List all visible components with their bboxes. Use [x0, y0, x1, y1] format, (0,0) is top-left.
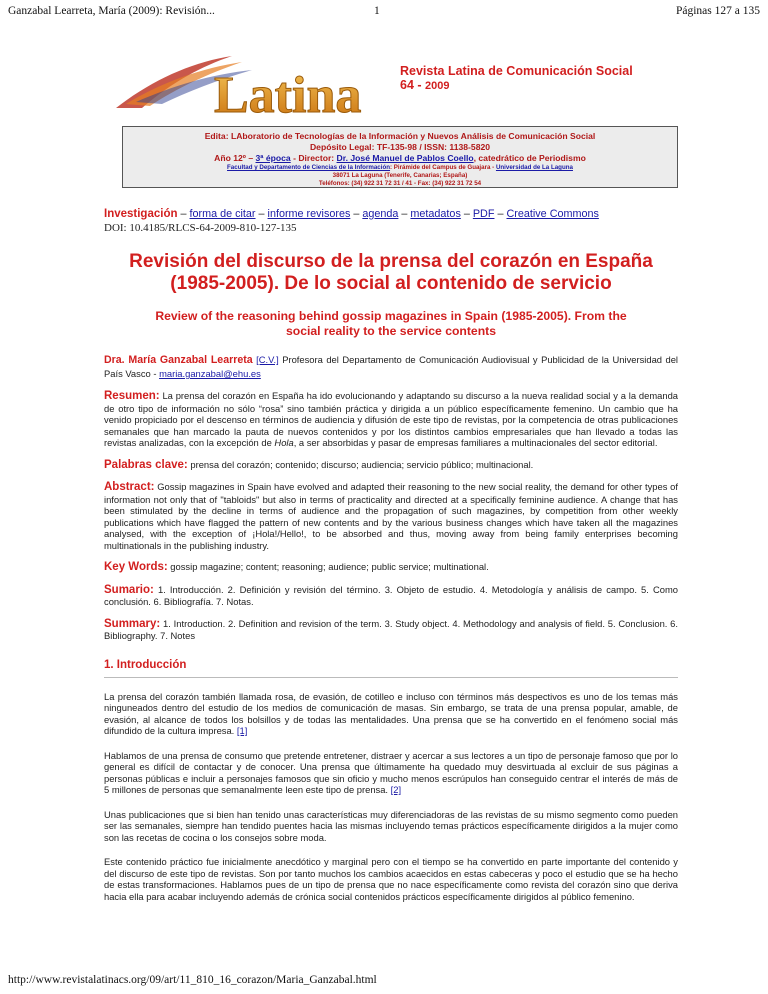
masthead	[104, 50, 678, 122]
resumen: Resumen: La prensa del corazón en España ha ido evolucionando y adaptando su discurso a la nueva realidad social y a la demanda de otro tipo de información no sólo “rosa” sino también práctica y dirigida a un público específicamente femenino. Un cambio que ha venido propiciado por el descenso en términos de audiencia y difusión de este tipo de revistas, por la competencia de otras publicaciones semanales que han marcado la pauta de nuevos contenidos y por los distintos cambios empresariales que han llevado a todas las revistas analizadas, con la excepción de Hola, a ser absorbidas y pasar de empresas familiares a multinacionales del sector editorial.	[104, 390, 678, 448]
agenda-link[interactable]: agenda	[362, 208, 399, 220]
author-email-link[interactable]: maria.ganzabal@ehu.es	[159, 368, 261, 379]
logo-lettering	[214, 67, 361, 120]
article-title: Revisión del discurso de la prensa del corazón en España (1985-2005). De lo social al contenido de servicio	[129, 251, 653, 294]
header-page-number: 1	[374, 5, 380, 17]
footnote-link-1[interactable]: [1]	[236, 725, 248, 736]
palabras-clave: Palabras clave: prensa del corazón; contenido; discurso; audiencia; servicio público; multinacional.	[104, 458, 534, 471]
publisher-box	[122, 126, 678, 188]
doi: DOI: 10.4185/RLCS-64-2009-810-127-135	[104, 222, 297, 234]
author-affiliation: Profesora del Departamento de Comunicación Audiovisual y Publicidad de la Universidad del País Vasco -	[104, 354, 678, 379]
faculty-link[interactable]: Facultad y Departamento de Ciencias de la Información	[227, 164, 391, 171]
paragraph: Hablamos de una prensa de consumo que pretende entretener, distraer y acercar a sus lectores a un tipo de personaje famoso que por lo general es difícil de contactar y de conocer. Una prensa que últimamente ha quedado muy desvirtuada al excluir de sus páginas a personas públicas e incluir a personajes famosos que sin oficio y mucho menos escrúpulos han conseguido centrar el interés de más de 5 millones de personas que semanalmente leen este tipo de prensa. [2]	[104, 749, 678, 795]
phone-line: Teléfonos: (34) 922 31 72 31 / 41 - Fax: (34) 922 31 72 54	[318, 180, 482, 187]
metadata-link[interactable]: metadatos	[410, 208, 461, 220]
magazine-heading	[400, 64, 633, 92]
article-page	[104, 50, 678, 902]
latina-logo[interactable]	[112, 50, 382, 120]
section-heading-introduccion: 1. Introducción	[104, 658, 187, 671]
creative-commons-link[interactable]: Creative Commons	[506, 208, 599, 220]
university-link[interactable]: Universidad de La Laguna	[495, 164, 573, 171]
paragraph: Unas publicaciones que si bien han tenido unas características muy diferenciadoras de las revistas de su mismo segmento como pueden ser las semanales, siempre han tendido puentes hacia las mismas incluyendo temas prácticos específicamente dirigidos a la mujer como son las recetas de cocina o los consejos sobre moda.	[104, 808, 678, 843]
article-nav: Investigación – forma de citar – informe revisores – agenda – metadatos – PDF – Creative Commons	[104, 208, 599, 220]
magazine-name: Revista Latina de Comunicación Social	[400, 64, 633, 78]
epoch-link[interactable]: 3ª época	[255, 153, 291, 163]
paragraph: La prensa del corazón también llamada rosa, de evasión, de cotilleo e incluso con términos más despectivos es uno de los temas más ninguneados dentro del estudio de los medios de comunicación de masas. Sin embargo, se trata de una prensa popular, amable, de evasión, al alcance de todos los bolsillos y de todas las mentalidades. Una prensa que se ha convertido en el fenómeno social más difundido de la cultura impresa. [1]	[104, 690, 678, 736]
issue-line: 64 - 2009	[400, 78, 450, 92]
pdf-link[interactable]: PDF	[472, 208, 495, 220]
article-subtitle: Review of the reasoning behind gossip magazines in Spain (1985-2005). From the social reality to the service contents	[155, 309, 627, 338]
director-link[interactable]: Dr. José Manuel de Pablos Coello	[336, 153, 474, 163]
reviewers-link[interactable]: informe revisores	[267, 208, 351, 220]
author-name: Dra. María Ganzabal Learreta	[104, 354, 253, 366]
cv-link[interactable]: [C.V.]	[256, 354, 279, 365]
issue-year: 2009	[425, 80, 450, 92]
paragraph: Este contenido práctico fue inicialmente anecdótico y marginal pero con el tiempo se ha convertido en parte importante del contenido y del discurso de este tipo de revistas. Son por tanto muchos los cambios acaecidos en estas cabeceras y poco el estudio que se ha hecho de estas transformaciones. Hablamos pues de un tipo de prensa que no nace específicamente como revista del corazón sino que deriva hacia ella para acabar incluyendo además de crónica social contenidos prácticos específicamente dirigidos al público femenino.	[104, 856, 678, 902]
cite-link[interactable]: forma de citar	[189, 208, 256, 220]
abstract: Abstract: Gossip magazines in Spain have evolved and adapted their reasoning to the new social reality, the demand for other types of information not only that of "tabloids" but also in terms of practicality and directed at a specifically feminine audience. A change that has been stimulated by the decline in terms of audience and the propagation of such magazines, by competition from other weekly publications which have flagged the pattern of new contents and by the various business changes which have taken all the magazines analysed, with the exception of ¡Hola!/Hello!, to be absorbed and thus, moving away from being family enterprises becoming multinationals in the publishing industry.	[104, 481, 678, 551]
sumario: Sumario: 1. Introducción. 2. Definición y revisión del término. 3. Objeto de estudio. 4. Metodología y análisis de campo. 5. Como conclusión. 6. Bibliografía. 7. Notas.	[104, 583, 678, 607]
running-header	[8, 5, 760, 19]
author-block	[104, 353, 678, 380]
issue-number: 64	[400, 78, 414, 92]
address-line: 38071 La Laguna (Tenerife, Canarias; España)	[332, 172, 468, 179]
faculty-line: Facultad y Departamento de Ciencias de la Información: Pirámide del Campus de Guajara - Universidad de La Laguna	[227, 164, 573, 171]
director-line: Año 12º – 3ª época - Director: Dr. José Manuel de Pablos Coello, catedrático de Periodismo	[214, 153, 586, 163]
svg-text:Latina: Latina	[214, 67, 362, 120]
footnote-link-2[interactable]: [2]	[390, 784, 402, 795]
section-divider	[104, 677, 678, 678]
legal-deposit: Depósito Legal: TF-135-98 / ISSN: 1138-5820	[309, 142, 491, 152]
page-url: http://www.revistalatinacs.org/09/art/11_810_16_corazon/Maria_Ganzabal.html	[8, 974, 377, 986]
section-label: Investigación	[104, 208, 178, 220]
key-words: Key Words: gossip magazine; content; reasoning; audience; public service; multinational.	[104, 561, 489, 573]
header-page-range: Páginas 127 a 135	[675, 5, 760, 17]
summary: Summary: 1. Introduction. 2. Definition and revision of the term. 3. Study object. 4. Methodology and analysis of field. 5. Conclusion. 6. Bibliography. 7. Notes	[104, 617, 678, 641]
publisher-line: Edita: LAboratorio de Tecnologías de la Información y Nuevos Análisis de Comunicación Social	[204, 131, 596, 141]
header-citation: Ganzabal Learreta, María (2009): Revisión...	[8, 5, 215, 17]
